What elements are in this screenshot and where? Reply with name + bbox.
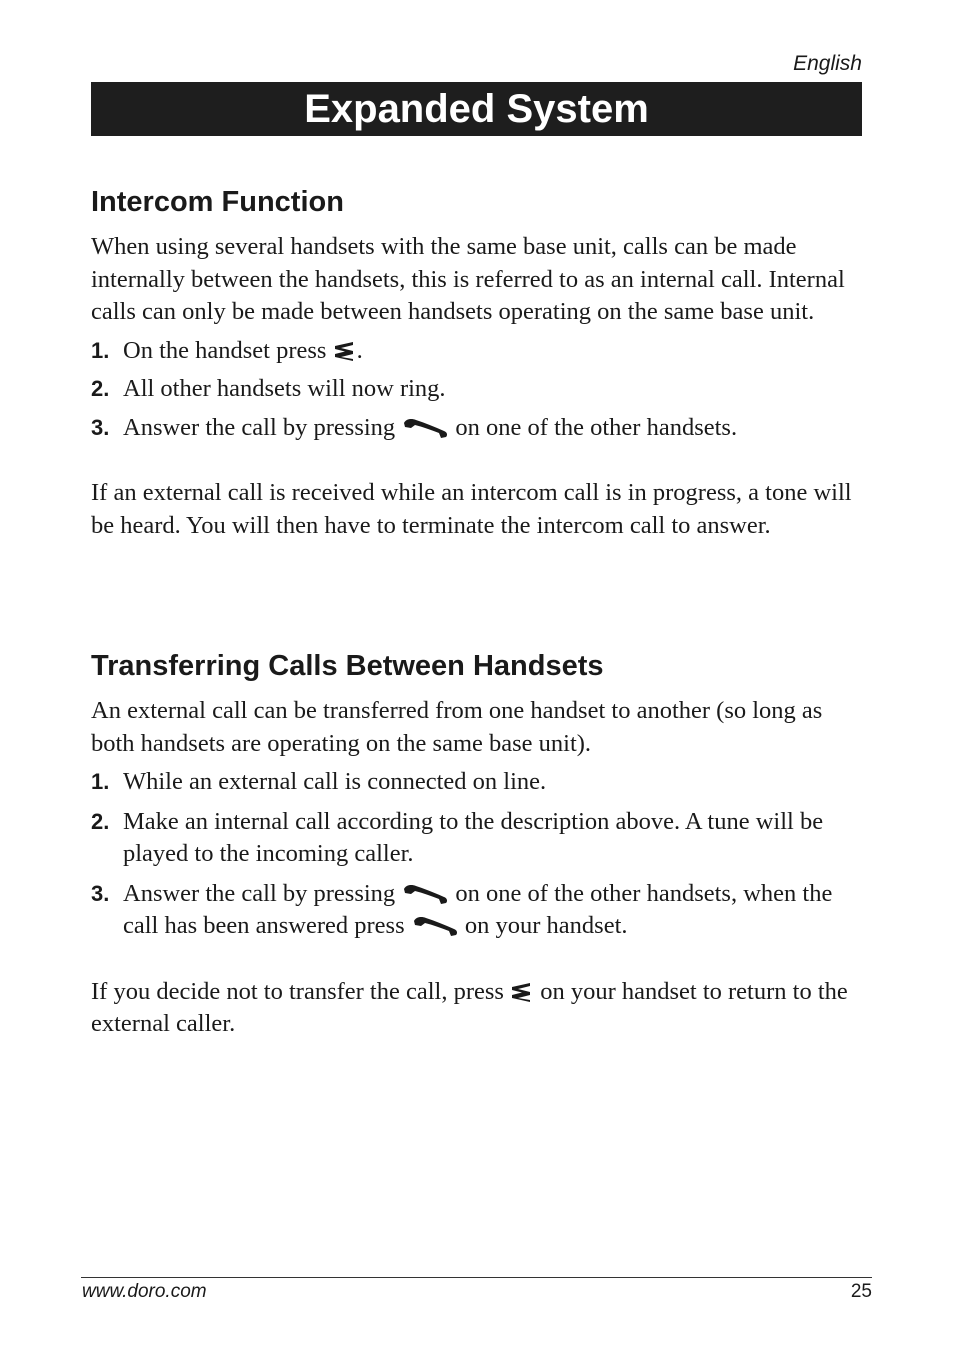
intercom-step-1 (91, 335, 862, 368)
transfer-step-2 (91, 806, 862, 871)
intercom-steps (91, 335, 862, 445)
intercom-heading: Intercom Function (91, 186, 344, 218)
language-label: English (793, 52, 862, 75)
step-number: 3. (91, 414, 110, 440)
footer-website: www.doro.com (82, 1281, 207, 1302)
step-text-end: on your handset. (464, 912, 628, 939)
intercom-intro: When using several handsets with the same base unit, calls can be made internally between the handsets, this is referred to as an internal call. Internal calls can only be made between handsets operating on the same base unit. (91, 233, 845, 325)
step-number: 1. (91, 337, 110, 363)
call-handset-icon (411, 915, 459, 937)
step-text-end: on one of the other handsets. (455, 413, 738, 441)
note-text-end: on your handset to return to the external caller. (91, 977, 848, 1037)
call-handset-icon (401, 883, 449, 905)
intercom-step-2 (91, 373, 862, 406)
intercom-icon (510, 981, 534, 1003)
transfer-steps (91, 766, 862, 943)
footer-divider (81, 1277, 872, 1278)
intercom-section (91, 186, 862, 542)
intercom-step-3 (91, 412, 862, 445)
intercom-icon (333, 340, 357, 362)
transfer-note (91, 976, 862, 1041)
note-text: If you decide not to transfer the call, press (91, 977, 504, 1005)
page-title: Expanded System (304, 86, 649, 131)
step-number: 3. (91, 880, 110, 906)
step-number: 1. (91, 769, 110, 794)
call-handset-icon (401, 417, 449, 439)
step-number: 2. (91, 808, 110, 834)
page-number: 25 (850, 1281, 872, 1302)
step-text: While an external call is connected on line. (123, 768, 547, 795)
step-text-end: . (356, 336, 363, 364)
transfer-heading: Transferring Calls Between Handsets (91, 650, 604, 682)
transfer-intro: An external call can be transferred from one handset to another (so long as both handsets are operating on the same base unit). (91, 697, 823, 757)
transfer-step-1 (91, 766, 862, 799)
step-text: All other handsets will now ring. (123, 375, 446, 402)
step-text: Answer the call by pressing (123, 413, 396, 441)
step-text: Make an internal call according to the description above. A tune will be played to the incoming caller. (123, 807, 824, 867)
step-text-mid: on one of the other handsets, when the call has been answered press (123, 879, 833, 939)
intercom-note: If an external call is received while an intercom call is in progress, a tone will be heard. You will then have to terminate the intercom call to answer. (91, 479, 852, 539)
step-text: On the handset press (123, 336, 327, 364)
step-text: Answer the call by pressing (123, 879, 396, 907)
transfer-step-3 (91, 878, 862, 943)
step-number: 2. (91, 376, 110, 401)
section-banner (91, 82, 862, 136)
transfer-section (91, 650, 862, 1041)
